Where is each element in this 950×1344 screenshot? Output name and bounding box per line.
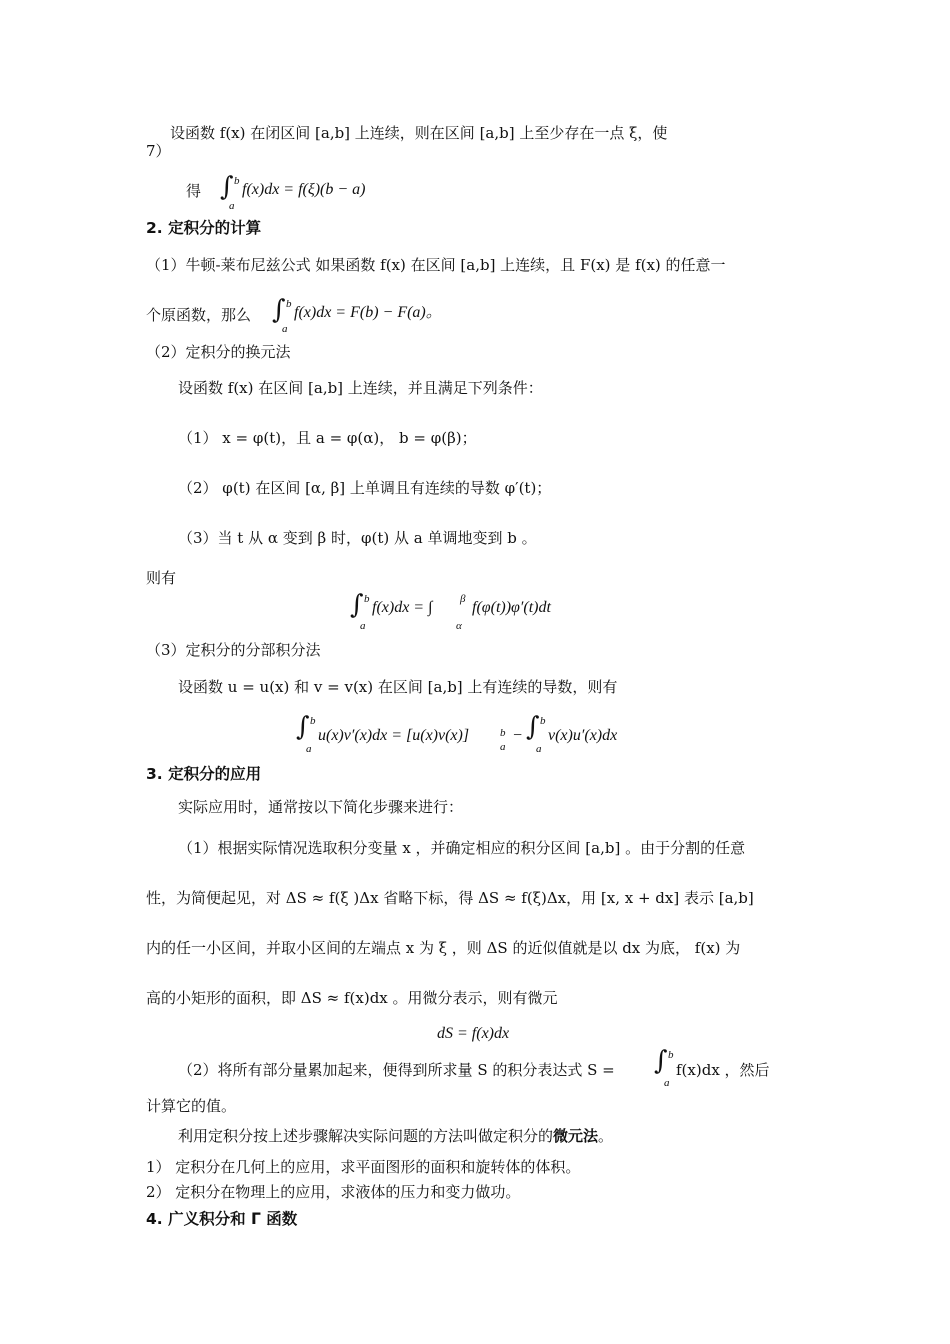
application-step-1-line-2: 性，为简便起见，对 ΔS ≈ f(ξ )Δx 省略下标，得 ΔS ≈ f(ξ)Δx，用 [x, x + dx] 表示 [a,b] — [146, 889, 754, 907]
upper-limit: b — [540, 715, 546, 727]
lower-limit: a — [229, 200, 235, 212]
upper-limit: b — [668, 1049, 674, 1061]
minus-sign: − — [512, 727, 523, 744]
upper-limit: b — [286, 298, 292, 310]
method-period: 。 — [598, 1127, 614, 1145]
lower-limit: a — [306, 743, 312, 755]
mvt-formula: f(x)dx = f(ξ)(b − a) — [242, 181, 366, 198]
application-step-2-line-1: （2）将所有部分量累加起来，便得到所求量 S 的积分表达式 S = — [178, 1061, 615, 1079]
parts-intro: 设函数 u = u(x) 和 v = v(x) 在区间 [a,b] 上有连续的导数，则有 — [178, 678, 618, 696]
upper-limit: b — [364, 593, 370, 605]
list-item: 1） 定积分在几何上的应用，求平面图形的面积和旋转体的体积。 — [146, 1158, 581, 1176]
mvt-de: 得 — [186, 182, 202, 200]
parts-heading: （3）定积分的分部积分法 — [146, 641, 321, 659]
differential-element: dS = f(x)dx — [437, 1025, 510, 1042]
substitution-formula-lhs: f(x)dx = ∫ — [372, 599, 433, 616]
application-step-1-line-1: （1）根据实际情况选取积分变量 x ，并确定相应的积分区间 [a,b] 。由于分割的任意 — [178, 839, 746, 857]
integral-sign: ∫ — [526, 712, 540, 742]
section-2-heading: 2. 定积分的计算 — [146, 219, 262, 237]
section-4-heading: 4. 广义积分和 Γ 函数 — [146, 1210, 298, 1228]
substitution-formula-rhs: f(φ(t))φ′(t)dt — [472, 599, 551, 616]
upper-limit: b — [500, 727, 506, 739]
integral-sign: ∫ — [654, 1046, 668, 1076]
method-text: 利用定积分按上述步骤解决实际问题的方法叫做定积分的 — [178, 1127, 554, 1145]
upper-limit: b — [234, 175, 240, 187]
application-step-2-formula: f(x)dx ，然后 — [676, 1061, 770, 1079]
application-step-1-line-4: 高的小矩形的面积，即 ΔS ≈ f(x)dx 。用微分表示，则有微元 — [146, 989, 558, 1007]
upper-limit: b — [310, 715, 316, 727]
lower-limit: a — [360, 620, 366, 632]
lower-limit: a — [664, 1077, 670, 1089]
substitution-condition-2: （2） φ(t) 在区间 [α, β] 上单调且有连续的导数 φ′(t)； — [178, 479, 552, 497]
newton-leibniz-line-1: （1）牛顿-莱布尼兹公式 如果函数 f(x) 在区间 [a,b] 上连续，且 F(x) 是 f(x) 的任意一 — [146, 256, 726, 274]
lower-limit: a — [282, 323, 288, 335]
parts-formula-rhs: v(x)u′(x)dx — [548, 727, 618, 744]
newton-leibniz-formula: f(x)dx = F(b) − F(a)。 — [294, 304, 442, 321]
list-item: 2） 定积分在物理上的应用，求液体的压力和变力做功。 — [146, 1183, 521, 1201]
newton-leibniz-line-2: 个原函数，那么 — [146, 306, 252, 324]
integral-sign: ∫ — [272, 295, 286, 325]
lower-limit: a — [500, 741, 506, 753]
substitution-condition-3: （3）当 t 从 α 变到 β 时，φ(t) 从 a 单调地变到 b 。 — [178, 529, 537, 547]
integral-sign: ∫ — [296, 712, 310, 742]
mvt-statement: 设函数 f(x) 在闭区间 [a,b] 上连续，则在区间 [a,b] 上至少存在一点 ξ，使 — [170, 124, 668, 142]
substitution-heading: （2）定积分的换元法 — [146, 343, 291, 361]
substitution-condition-1: （1） x = φ(t)，且 a = φ(α)， b = φ(β)； — [178, 429, 477, 447]
application-step-1-line-3: 内的任一小区间，并取小区间的左端点 x 为 ξ ，则 ΔS 的近似值就是以 dx 为底， f(x) 为 — [146, 939, 741, 957]
upper-limit: β — [460, 593, 466, 605]
item-number: 7） — [146, 142, 171, 160]
section-3-heading: 3. 定积分的应用 — [146, 765, 262, 783]
lower-limit: a — [536, 743, 542, 755]
substitution-intro: 设函数 f(x) 在区间 [a,b] 上连续，并且满足下列条件： — [178, 379, 543, 397]
application-step-2-line-2: 计算它的值。 — [146, 1097, 237, 1115]
parts-formula-lhs: u(x)v′(x)dx = [u(x)v(x)] — [318, 727, 470, 744]
method-term: 微元法 — [553, 1127, 599, 1145]
lower-limit: α — [456, 620, 462, 632]
integral-sign: ∫ — [350, 590, 364, 620]
then-label: 则有 — [146, 569, 177, 587]
application-intro: 实际应用时，通常按以下简化步骤来进行： — [178, 798, 464, 816]
integral-sign: ∫ — [220, 172, 234, 202]
method-sentence — [178, 1126, 613, 1146]
